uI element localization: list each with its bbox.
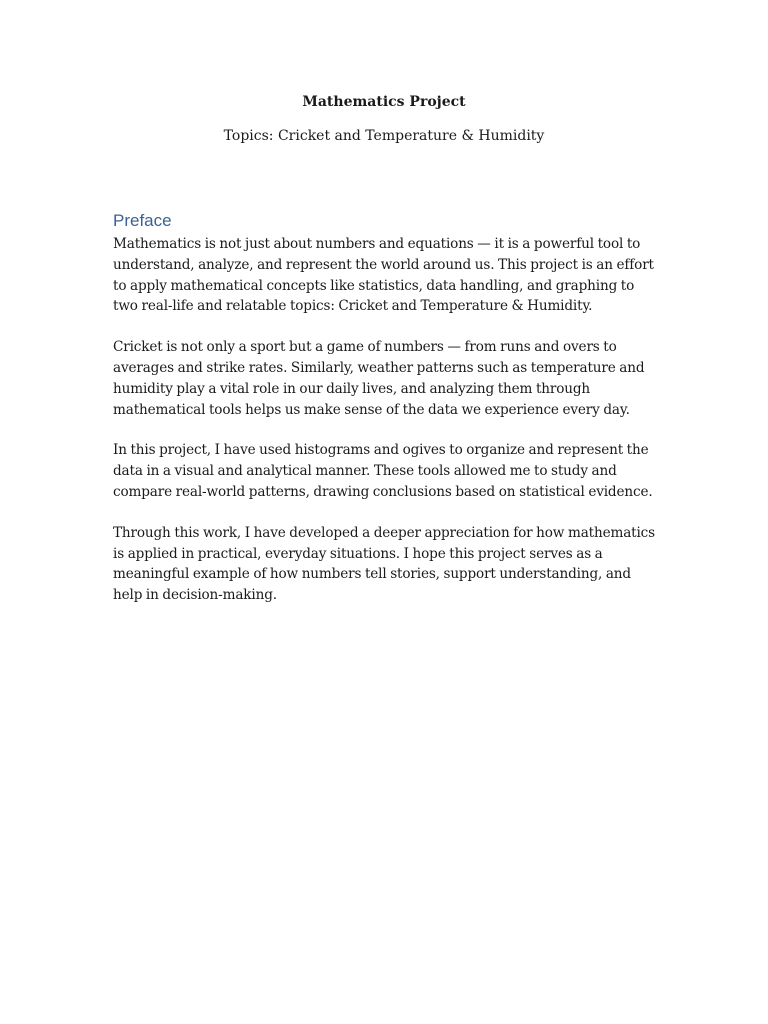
paragraph: Through this work, I have developed a deeper appreciation for how mathematics is applied in practical, everyday situations. I hope this project serves as a meaningful example of how numbers tell stories, support understanding, and help in decision-making.: [113, 524, 655, 604]
document-title: Mathematics Project: [302, 94, 466, 110]
paragraph: In this project, I have used histograms and ogives to organize and represent the data in a visual and analytical manner. These tools allowed me to study and compare real-world patterns, drawing conclusions based on statistical evidence.: [113, 442, 653, 500]
paragraph: Cricket is not only a sport but a game of numbers — from runs and overs to averages and strike rates. Similarly, weather patterns such as temperature and humidity play a vital role in our daily lives, and analyzing them through mathematical tools helps us make sense of the data we experience every day.: [113, 339, 645, 418]
paragraph: Mathematics is not just about numbers and equations — it is a powerful tool to understand, analyze, and represent the world around us. This project is an effort to apply mathematical concepts like statistics, data handling, and graphing to two real-life and relatable topics: Cricket and Temperature & Humidity.: [113, 236, 654, 315]
section-heading-preface: Preface: [113, 211, 172, 230]
document-subtitle: Topics: Cricket and Temperature & Humidity: [223, 128, 545, 144]
preface-body: [113, 234, 658, 626]
